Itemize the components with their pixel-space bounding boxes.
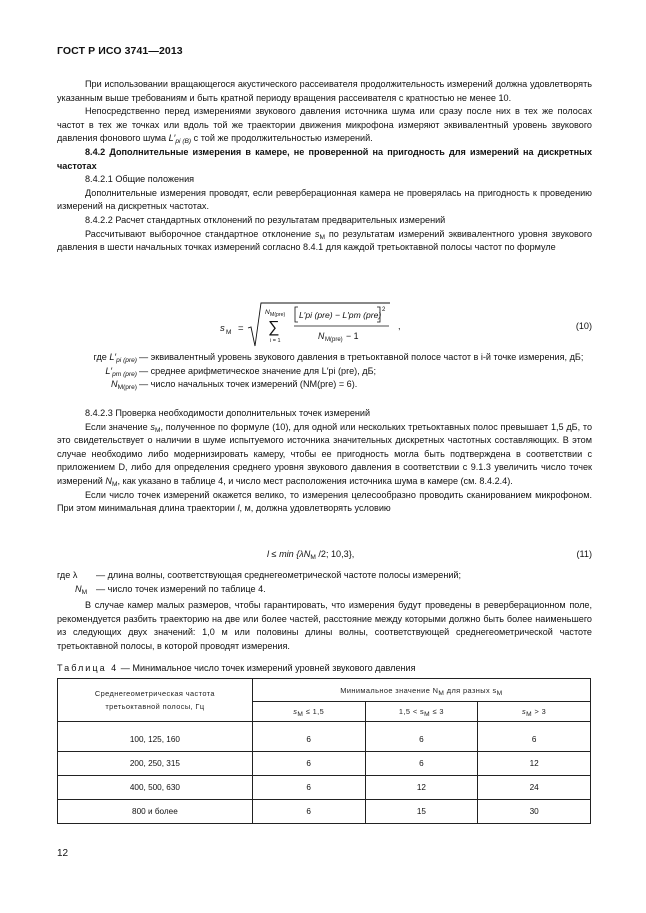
formula-11: $l \le \min \{\lambda N_M$ /2; 10,3}, [267,549,355,561]
left-bracket [295,307,298,322]
svg-text:M(pre): M(pre) [325,337,343,343]
sum-symbol: ∑ [268,319,280,336]
paragraph-std-deviation: Рассчитывают выборочное стандартное отклонение $s_M$ по результатам измерений эквивалентного уровня звукового давления в шести начальных точках измерений согласно 8.4.1 для каждой третьоктавной полосы частот по формуле [57,228,593,253]
table-row [58,776,591,800]
definition-lpi-pre: где $L'_{pi (pre)}$ — эквивалентный уровень звукового давления в третьоктавной полосе частот в i-й точке измерения, дБ; [93,352,584,364]
cell-value: 15 [365,800,478,824]
svg-text:i = 1: i = 1 [270,338,281,344]
table-4 [57,678,591,824]
cell-value: 6 [252,776,365,800]
paragraph-scanning: Если число точек измерений окажется велико, то измерения целесообразно проводить сканированием микрофоном. При этом минимальная длина траектории l, м, должна удовлетворять условию [57,489,592,514]
cell-value: 6 [365,728,478,752]
svg-text:N: N [265,309,270,316]
text-block-middle [57,407,592,516]
cell-value: 12 [365,776,478,800]
svg-text:2: 2 [382,307,386,313]
page-number: 12 [57,848,69,859]
equation-number-10: (10) [575,321,592,331]
paragraph-check-additional-points: Если значение $s_M$, полученное по формуле (10), для одной или нескольких третьоктавных полос превышает 1,5 дБ, то это свидетельствует о наличии в шуме испытуемого источника значительных дискретных частотных составляющих. В этом случае необходимо либо модернизировать камеру, чтобы ее пригодность могла быть подтверждена в соответствии с приложением D, либо для определения среднего уровня звукового давления в соответствии с 9.1.3 увеличить число точек измерений $N_M$, как указано в таблице 4, и число мест расположения источника шума в камере (см. 8.4.2.4). [57,421,593,488]
svg-text:M(pre): M(pre) [270,312,286,318]
cell-frequency: 200, 250, 315 [58,752,253,776]
cell-value: 30 [478,800,591,824]
paragraph-additional-measurements: Дополнительные измерения проводят, если реверберационная камера не проверялась на пригодность к проведению измерений на дискретных частотах. [57,187,592,212]
svg-text:N: N [318,331,325,341]
definition-nm: $N_M$ — число точек измерений по таблице 4. [75,583,266,596]
paragraph-background-noise: Непосредственно перед измерениями звукового давления источника шума или сразу после них в тех же полосах частот в тех же точках или вдоль той же траектории движения микрофона измеряют эквивалентный уровень звукового давления фонового шума $L'_{pi (B)}$ с той же продолжительностью измерений. [57,106,592,146]
formula-10-definitions [57,351,592,392]
table-header-sm-1-5-to-3: $1,5 < s_M \le 3$ [365,702,478,722]
equation-number-11: (11) [576,549,592,559]
table-row [58,800,591,824]
cell-value: 6 [252,728,365,752]
formula-10-comma: , [398,321,401,331]
cell-frequency: 100, 125, 160 [58,728,253,752]
table-header-sm-le-1-5: $s_M \le 1,5$ [252,702,365,722]
svg-text:L′pi (pre) − L′pm (pre): L′pi (pre) − L′pm (pre) [299,310,382,320]
text-block-top [57,78,592,255]
document-header: ГОСТ Р ИСО 3741—2013 [57,45,183,57]
svg-text:− 1: − 1 [346,331,359,341]
cell-frequency: 800 и более [58,800,253,824]
cell-value: 6 [478,728,591,752]
table-header-frequency: Среднегеометрическая частота третьоктавной полосы, Гц [58,679,253,722]
cell-value: 6 [252,752,365,776]
svg-text:M: M [226,329,232,336]
table-header-sm-gt-3: $s_M > 3$ [478,702,591,722]
section-heading-8-4-2-2: 8.4.2.2 Расчет стандартных отклонений по результатам предварительных измерений [85,214,446,225]
formula-10 [218,300,393,352]
cell-value: 6 [252,800,365,824]
text-block-bottom [57,599,592,653]
svg-text:s: s [220,323,225,334]
table-4-caption: Таблица 4 — Минимальное число точек измерений уровней звукового давления [57,663,416,673]
paragraph-rotating-diffuser: При использовании вращающегося акустического рассеивателя продолжительность измерений должна удовлетворять указанным выше требованиям и быть кратной периоду вращения рассеивателя с кратностью не менее 10. [57,79,592,103]
definition-lambda: где λ — длина волны, соответствующая среднегеометрической частоте полосы измерений; [57,570,462,580]
section-heading-8-4-2-3: 8.4.2.3 Проверка необходимости дополнительных точек измерений [85,408,371,418]
table-row [58,752,591,776]
definition-lpm-pre: $L'_{pm (pre)}$ — среднее арифметическое значение для L′pi (pre), дБ; [105,365,377,378]
table-header-group: Минимальное значение $N_M$ для разных $s_M$ [252,679,590,702]
section-heading-8-4-2-1: 8.4.2.1 Общие положения [85,174,195,185]
cell-value: 6 [365,752,478,776]
formula-11-definitions [57,569,592,596]
cell-value: 12 [478,752,591,776]
cell-value: 24 [478,776,591,800]
section-heading-8-4-2: 8.4.2 Дополнительные измерения в камере, не проверенной на пригодность для измерений на дискретных частотах [57,146,592,171]
definition-nm-pre: $N_{M(pre)}$ — число начальных точек измерений (NM(pre) = 6). [111,379,358,392]
table-row [58,728,591,752]
cell-frequency: 400, 500, 630 [58,776,253,800]
svg-text:=: = [238,323,244,334]
paragraph-small-rooms: В случае камер малых размеров, чтобы гарантировать, что измерения будут проведены в реверберационном поле, рекомендуется разбить траекторию на две или более частей, расстояние между которыми должно быть более наименьшего из следующих двух значений: 1,0 м или половины длины волны, соответствующей среднегеометрической частоте третьоктавной полосы, в которой проводят измерения. [57,600,592,651]
